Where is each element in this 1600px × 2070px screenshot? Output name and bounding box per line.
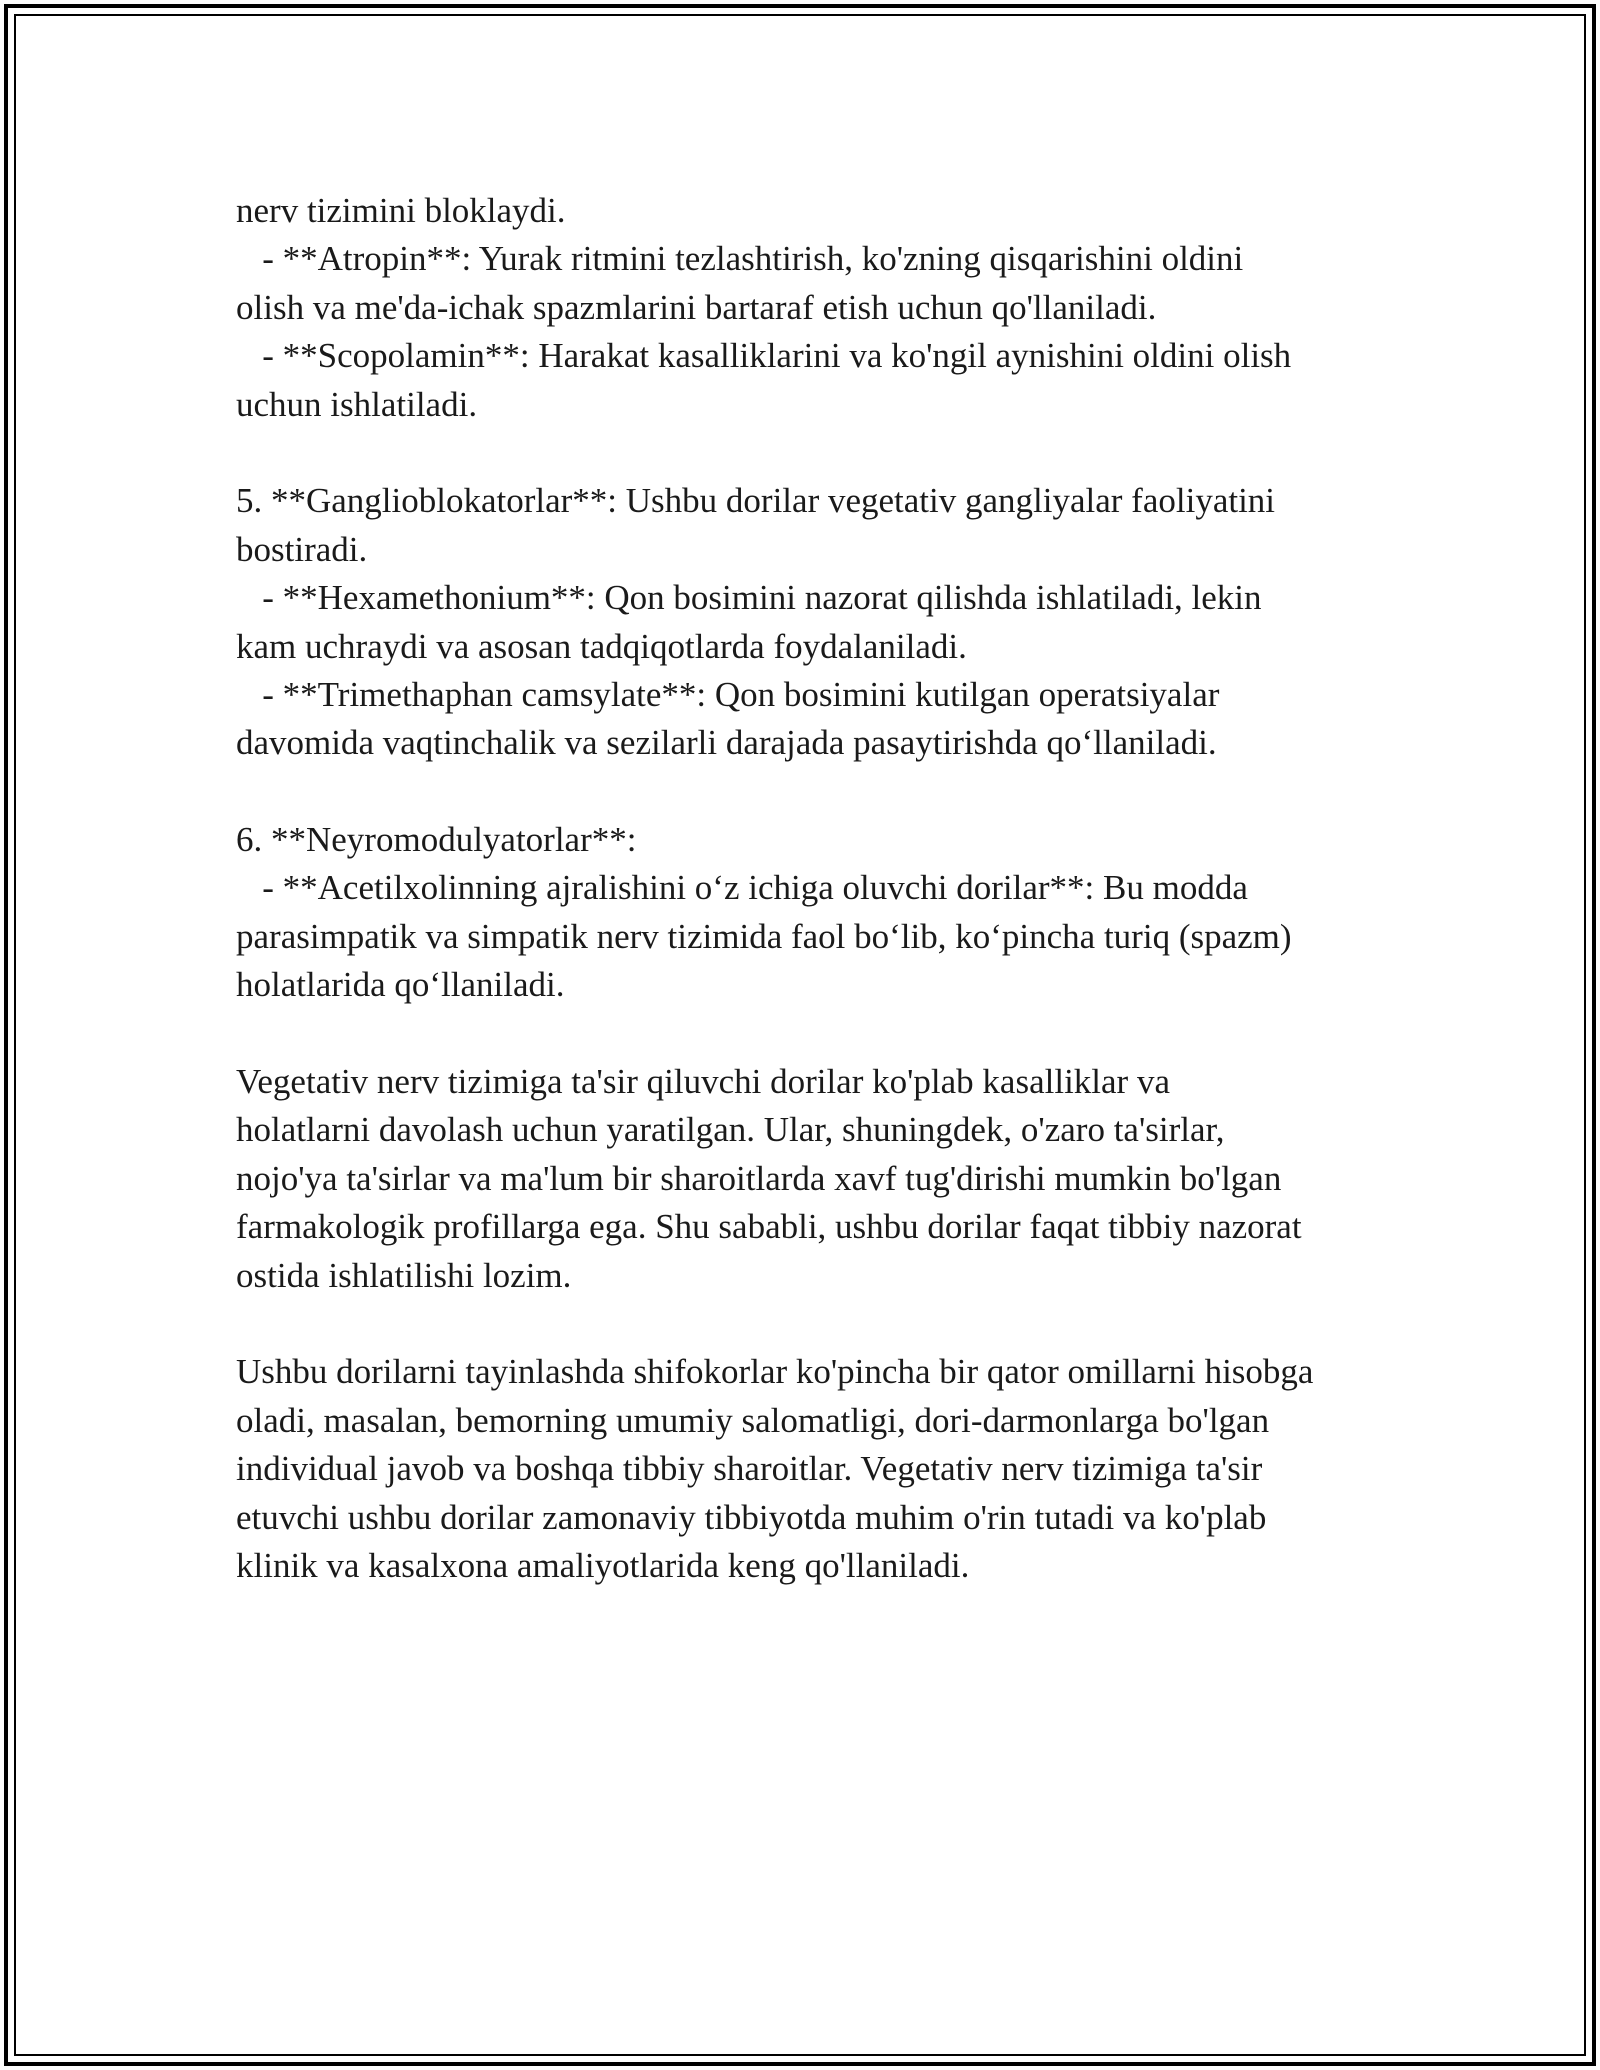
text-line: farmakologik profillarga ega. Shu sababli, ushbu dorilar faqat tibbiy nazorat — [236, 1207, 1302, 1247]
text-line: nojo'ya ta'sirlar va ma'lum bir sharoitlarda xavf tug'dirishi mumkin bo'lgan — [236, 1158, 1282, 1198]
text-line: klinik va kasalxona amaliyotlarida keng qo'llaniladi. — [236, 1545, 970, 1585]
blank-line — [236, 768, 1376, 816]
text-line: - **Hexamethonium**: Qon bosimini nazorat qilishda ishlatiladi, lekin — [236, 578, 1262, 618]
document-body — [236, 187, 1376, 1590]
text-line: ostida ishlatilishi lozim. — [236, 1255, 572, 1295]
text-line: kam uchraydi va asosan tadqiqotlarda foydalaniladi. — [236, 626, 967, 666]
text-line: individual javob va boshqa tibbiy sharoitlar. Vegetativ nerv tizimiga ta'sir — [236, 1449, 1263, 1489]
text-line: - **Atropin**: Yurak ritmini tezlashtirish, ko'zning qisqarishini oldini — [236, 239, 1244, 279]
text-line: etuvchi ushbu dorilar zamonaviy tibbiyotda muhim o'rin tutadi va ko'plab — [236, 1497, 1267, 1537]
text-line: Vegetativ nerv tizimiga ta'sir qiluvchi dorilar ko'plab kasalliklar va — [236, 1062, 1170, 1102]
text-line: nerv tizimini bloklaydi. — [236, 191, 566, 230]
text-line: - **Acetilxolinning ajralishini o‘z ichiga oluvchi dorilar**: Bu modda — [236, 868, 1248, 908]
text-line: parasimpatik va simpatik nerv tizimida faol bo‘lib, ko‘pincha turiq (spazm) — [236, 916, 1292, 956]
text-line: bostiradi. — [236, 529, 368, 569]
text-line: davomida vaqtinchalik va sezilarli darajada pasaytirishda qo‘llaniladi. — [236, 723, 1217, 763]
text-line: holatlarida qo‘llaniladi. — [236, 965, 565, 1005]
text-line: - **Scopolamin**: Harakat kasalliklarini va ko'ngil aynishini oldini olish — [236, 336, 1292, 376]
text-line: - **Trimethaphan camsylate**: Qon bosimini kutilgan operatsiyalar — [236, 674, 1220, 714]
blank-line — [236, 429, 1376, 477]
text-line: olish va me'da-ichak spazmlarini bartaraf etish uchun qo'llaniladi. — [236, 287, 1157, 327]
text-line: uchun ishlatiladi. — [236, 384, 478, 424]
text-line: oladi, masalan, bemorning umumiy salomatligi, dori-darmonlarga bo'lgan — [236, 1400, 1270, 1440]
text-line: Ushbu dorilarni tayinlashda shifokorlar ko'pincha bir qator omillarni hisobga — [236, 1352, 1314, 1392]
blank-line — [236, 1300, 1376, 1348]
blank-line — [236, 1010, 1376, 1058]
text-line: 5. **Ganglioblokatorlar**: Ushbu dorilar vegetativ gangliyalar faoliyatini — [236, 481, 1276, 521]
text-line: 6. **Neyromodulyatorlar**: — [236, 820, 637, 860]
text-line: holatlarni davolash uchun yaratilgan. Ular, shuningdek, o'zaro ta'sirlar, — [236, 1110, 1225, 1150]
